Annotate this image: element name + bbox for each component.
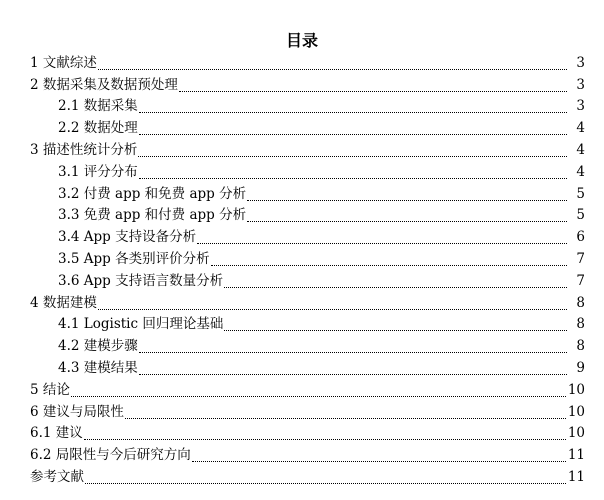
dot-leader xyxy=(192,461,566,462)
toc-entry[interactable] xyxy=(0,160,604,182)
dot-leader xyxy=(71,396,566,397)
dot-leader xyxy=(85,483,566,484)
toc-entry[interactable] xyxy=(0,225,604,247)
toc-entry[interactable] xyxy=(0,51,604,73)
toc-entry-page-number: 8 xyxy=(576,316,585,333)
toc-entry[interactable] xyxy=(0,116,604,138)
toc-entry[interactable] xyxy=(0,204,604,226)
toc-entry-label: 3.6 App 支持语言数量分析 xyxy=(58,272,224,289)
toc-title: 目录 xyxy=(285,31,318,50)
dot-leader xyxy=(179,91,567,92)
toc-entry-page-number: 11 xyxy=(567,468,585,485)
dot-leader xyxy=(138,156,567,157)
toc-entry-label: 4.2 建模步骤 xyxy=(58,338,138,355)
toc-entry-page-number: 4 xyxy=(576,120,585,137)
toc-entry-page-number: 8 xyxy=(576,294,585,311)
toc-entry-page-number: 7 xyxy=(576,272,585,289)
toc-entry[interactable] xyxy=(0,400,604,422)
dot-leader xyxy=(98,69,567,70)
toc-entry-label: 5 结论 xyxy=(30,381,70,398)
dot-leader xyxy=(224,287,567,288)
toc-entry-page-number: 6 xyxy=(576,229,585,246)
toc-entry-label: 2.2 数据处理 xyxy=(58,120,138,137)
toc-entry[interactable] xyxy=(0,247,604,269)
dot-leader xyxy=(247,200,567,201)
toc-entry-label: 3.4 App 支持设备分析 xyxy=(58,229,197,246)
toc-entry[interactable] xyxy=(0,269,604,291)
toc-entry-page-number: 3 xyxy=(576,76,585,93)
toc-entry-label: 1 文献综述 xyxy=(30,54,97,71)
toc-entry-label: 4.3 建模结果 xyxy=(58,359,138,376)
toc-entry-label: 3 描述性统计分析 xyxy=(30,141,138,158)
toc-entry-label: 4.1 Logistic 回归理论基础 xyxy=(58,316,224,333)
toc-entry[interactable] xyxy=(0,422,604,444)
toc-entry-label: 2.1 数据采集 xyxy=(58,98,138,115)
toc-entry-page-number: 10 xyxy=(567,425,585,442)
toc-entry[interactable] xyxy=(0,334,604,356)
toc-entry-label: 6 建议与局限性 xyxy=(30,403,124,420)
dot-leader xyxy=(139,352,567,353)
toc-entry-page-number: 5 xyxy=(576,185,585,202)
dot-leader xyxy=(211,265,567,266)
toc-entry-label: 3.1 评分分布 xyxy=(58,163,138,180)
toc-entry-page-number: 9 xyxy=(576,359,585,376)
dot-leader xyxy=(84,439,566,440)
dot-leader xyxy=(139,112,567,113)
toc-entry[interactable] xyxy=(0,138,604,160)
toc-entry-page-number: 10 xyxy=(567,403,585,420)
toc-entry-page-number: 5 xyxy=(576,207,585,224)
dot-leader xyxy=(125,418,566,419)
toc-entry[interactable] xyxy=(0,313,604,335)
dot-leader xyxy=(98,309,567,310)
toc-entry-label: 3.2 付费 app 和免费 app 分析 xyxy=(58,185,247,202)
toc-entry[interactable] xyxy=(0,73,604,95)
toc-entry-page-number: 3 xyxy=(576,54,585,71)
dot-leader xyxy=(224,330,567,331)
toc-entry-label: 6.2 局限性与今后研究方向 xyxy=(30,447,191,464)
toc-entry[interactable] xyxy=(0,443,604,465)
toc-entry-label: 6.1 建议 xyxy=(30,425,83,442)
dot-leader xyxy=(139,374,567,375)
toc-entry-page-number: 8 xyxy=(576,338,585,355)
toc-entry-page-number: 3 xyxy=(576,98,585,115)
toc-entry-label: 3.5 App 各类别评价分析 xyxy=(58,250,210,267)
dot-leader xyxy=(139,178,567,179)
toc-entry-page-number: 10 xyxy=(567,381,585,398)
toc-entry-label: 3.3 免费 app 和付费 app 分析 xyxy=(58,207,247,224)
toc-entry[interactable] xyxy=(0,356,604,378)
toc-entry-page-number: 4 xyxy=(576,141,585,158)
toc-entry-page-number: 11 xyxy=(567,447,585,464)
toc-entry-label: 参考文献 xyxy=(30,468,84,485)
toc-entry[interactable] xyxy=(0,465,604,487)
dot-leader xyxy=(139,134,567,135)
toc-entry[interactable] xyxy=(0,95,604,117)
toc-entry[interactable] xyxy=(0,291,604,313)
toc-list xyxy=(0,51,604,487)
toc-entry-page-number: 7 xyxy=(576,250,585,267)
dot-leader xyxy=(197,243,567,244)
toc-entry-label: 2 数据采集及数据预处理 xyxy=(30,76,178,93)
toc-entry-page-number: 4 xyxy=(576,163,585,180)
toc-entry[interactable] xyxy=(0,378,604,400)
toc-entry-label: 4 数据建模 xyxy=(30,294,97,311)
dot-leader xyxy=(247,221,567,222)
toc-entry[interactable] xyxy=(0,182,604,204)
